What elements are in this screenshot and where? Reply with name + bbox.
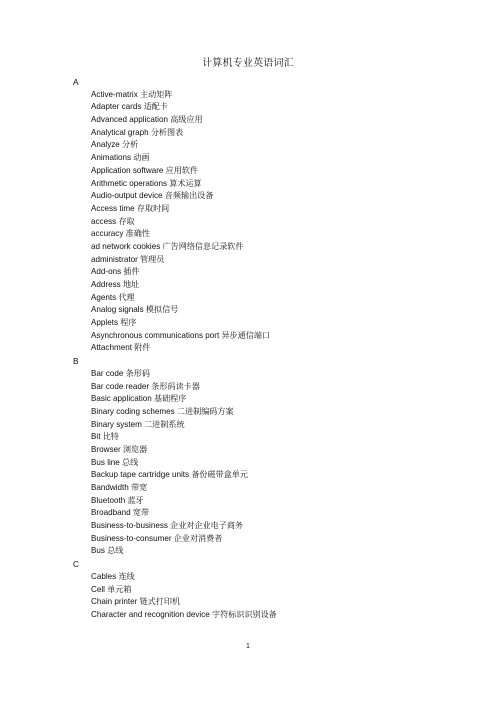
glossary-term: Business-to-consumer 企业对消费者 <box>91 533 223 543</box>
glossary-term: access 存取 <box>91 216 135 226</box>
glossary-term: Asynchronous communications port 异步通信端口 <box>91 330 271 340</box>
glossary-term: Browser 浏览器 <box>91 444 148 454</box>
glossary-term: Agents 代理 <box>91 292 135 302</box>
glossary-term: Character and recognition device 字符标识识别设备 <box>91 609 277 619</box>
glossary-term: Bluetooth 蓝牙 <box>91 495 144 505</box>
glossary-term: Binary coding schemes 二进制编码方案 <box>91 406 234 416</box>
glossary-term: Basic application 基础程序 <box>91 394 187 404</box>
glossary-term: Arithmetic operations 算术运算 <box>91 178 202 188</box>
glossary-term: Bus 总线 <box>91 546 124 556</box>
glossary-term: Applets 程序 <box>91 318 137 328</box>
section-letter: B <box>73 356 79 367</box>
glossary-term: Advanced application 高级应用 <box>91 115 203 125</box>
glossary-term: Add-ons 插件 <box>91 267 140 277</box>
glossary-term: Audio-output device 音频输出设备 <box>91 191 214 201</box>
glossary-term: Animations 动画 <box>91 153 150 163</box>
glossary-term: Chain printer 链式打印机 <box>91 597 181 607</box>
glossary-term: Bit 比特 <box>91 432 119 442</box>
glossary-term: Analyze 分析 <box>91 140 139 150</box>
glossary-term: Attachment 附件 <box>91 343 151 353</box>
glossary-term: Cell 单元箱 <box>91 584 132 594</box>
section-c <box>0 558 496 621</box>
glossary-term: Business-to-business 企业对企业电子商务 <box>91 521 244 531</box>
glossary-term: Backup tape cartridge units 备份磁带盒单元 <box>91 470 248 480</box>
glossary-term: Bar code reader 条形码读卡器 <box>91 381 200 391</box>
section-a <box>0 76 496 355</box>
glossary-term: accuracy 准确性 <box>91 229 150 239</box>
glossary-term: Binary system 二进制系统 <box>91 419 185 429</box>
glossary-term: Bandwidth 带宽 <box>91 483 148 492</box>
glossary-term: Analog signals 模拟信号 <box>91 305 179 315</box>
glossary-term: Cables 连线 <box>91 571 135 581</box>
page-title: 计算机专业英语词汇 <box>202 58 294 69</box>
section-letter: C <box>73 559 79 570</box>
glossary-term: Adapter cards 适配卡 <box>91 102 168 112</box>
glossary-term: ad network cookies 广告网络信息记录软件 <box>91 241 244 251</box>
glossary-term: Application software 应用软件 <box>91 165 199 175</box>
glossary-term: Broadband 宽带 <box>91 508 150 518</box>
section-b <box>0 355 496 558</box>
glossary-list <box>0 76 496 622</box>
page-number: 1 <box>246 643 250 650</box>
glossary-term: Address 地址 <box>91 280 140 289</box>
section-letter: A <box>73 77 79 87</box>
glossary-term: administrator 管理员 <box>91 254 165 264</box>
glossary-term: Bus line 总线 <box>91 457 139 467</box>
glossary-term: Active-matrix 主动矩阵 <box>91 89 173 99</box>
glossary-term: Access time 存取时间 <box>91 203 170 213</box>
glossary-term: Bar code 条形码 <box>91 368 150 378</box>
glossary-term: Analytical graph 分析图表 <box>91 127 184 137</box>
